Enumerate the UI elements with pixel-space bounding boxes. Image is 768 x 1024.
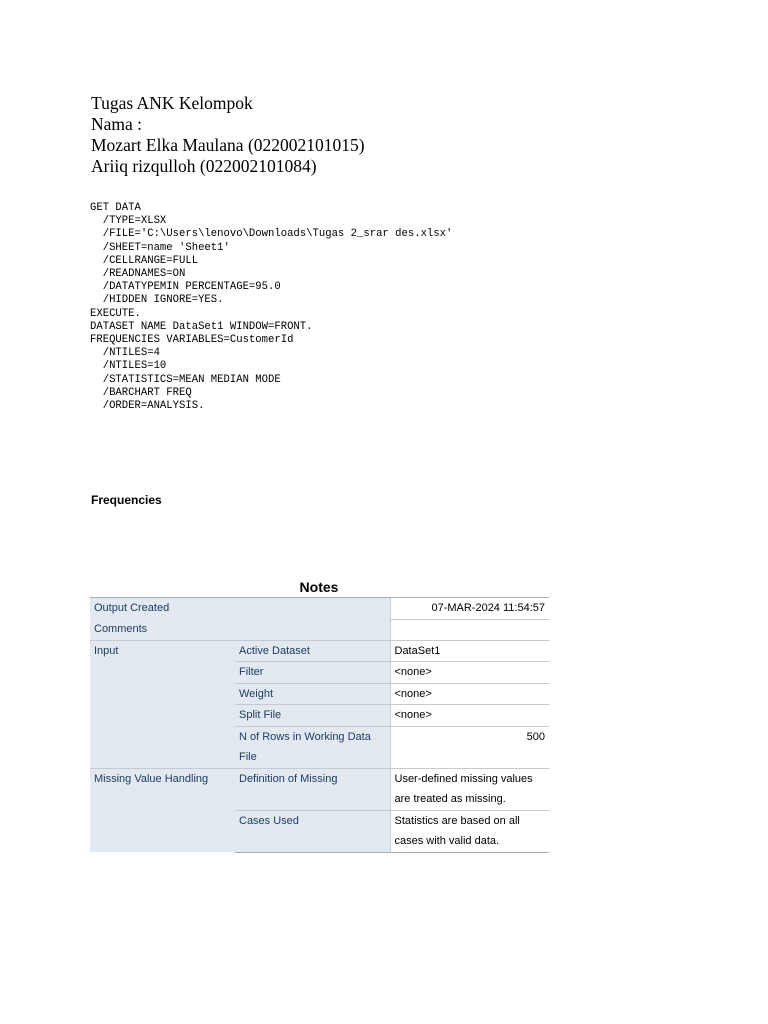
n-rows-label-line2: File (239, 751, 257, 763)
output-created-label: Output Created (90, 598, 390, 620)
filter-value: <none> (390, 662, 549, 684)
notes-table (90, 597, 549, 853)
active-dataset-value: DataSet1 (390, 640, 549, 662)
n-rows-label (235, 726, 390, 768)
output-created-value: 07-MAR-2024 11:54:57 (390, 598, 549, 620)
split-file-value: <none> (390, 705, 549, 727)
weight-label: Weight (235, 683, 390, 705)
syntax-line: /TYPE=XLSX (90, 215, 167, 228)
syntax-line: /BARCHART FREQ (90, 386, 192, 399)
member-name-1: Mozart Elka Maulana (022002101015) (91, 135, 365, 155)
syntax-line: /READNAMES=ON (90, 268, 186, 281)
comments-label: Comments (90, 619, 390, 640)
comments-value (390, 619, 549, 640)
filter-label: Filter (235, 662, 390, 684)
definition-value-line1: User-defined missing values (394, 772, 533, 785)
syntax-line: /ORDER=ANALYSIS. (90, 400, 205, 413)
member-name-2: Ariiq rizqulloh (022002101084) (91, 156, 317, 176)
input-label: Input (90, 640, 235, 768)
definition-of-missing-value (390, 768, 549, 810)
name-label: Nama : (91, 114, 143, 134)
cases-used-line1: Statistics are based on all (394, 814, 520, 827)
cases-used-line2: cases with valid data. (394, 835, 500, 847)
n-rows-label-line1: N of Rows in Working Data (239, 730, 371, 743)
syntax-line: EXECUTE. (90, 307, 141, 320)
document-header (91, 93, 365, 177)
definition-of-missing-label: Definition of Missing (235, 768, 390, 810)
spss-syntax-block (90, 202, 452, 413)
syntax-line: /CELLRANGE=FULL (90, 254, 199, 267)
syntax-line: /NTILES=10 (90, 360, 167, 373)
cases-used-value (390, 810, 549, 852)
syntax-line: /NTILES=4 (90, 347, 160, 360)
table-row (90, 768, 549, 810)
table-row (90, 619, 549, 640)
active-dataset-label: Active Dataset (235, 640, 390, 662)
syntax-line: /DATATYPEMIN PERCENTAGE=95.0 (90, 281, 281, 294)
frequencies-heading: Frequencies (91, 493, 162, 507)
syntax-line: GET DATA (90, 202, 141, 214)
weight-value: <none> (390, 683, 549, 705)
syntax-line: DATASET NAME DataSet1 WINDOW=FRONT. (90, 320, 313, 333)
definition-value-line2: are treated as missing. (394, 793, 506, 805)
missing-value-handling-label: Missing Value Handling (90, 768, 235, 852)
table-row (90, 598, 549, 620)
cases-used-label: Cases Used (235, 810, 390, 852)
syntax-line: /HIDDEN IGNORE=YES. (90, 294, 224, 307)
syntax-line: /STATISTICS=MEAN MEDIAN MODE (90, 373, 281, 386)
notes-table-title: Notes (299, 579, 339, 595)
n-rows-value: 500 (390, 726, 549, 768)
syntax-line: FREQUENCIES VARIABLES=CustomerId (90, 334, 294, 347)
syntax-line: /SHEET=name 'Sheet1' (90, 241, 230, 254)
split-file-label: Split File (235, 705, 390, 727)
syntax-line: /FILE='C:\Users\lenovo\Downloads\Tugas 2_srar des.xlsx' (90, 228, 453, 241)
assignment-title: Tugas ANK Kelompok (91, 93, 253, 113)
table-row (90, 640, 549, 662)
